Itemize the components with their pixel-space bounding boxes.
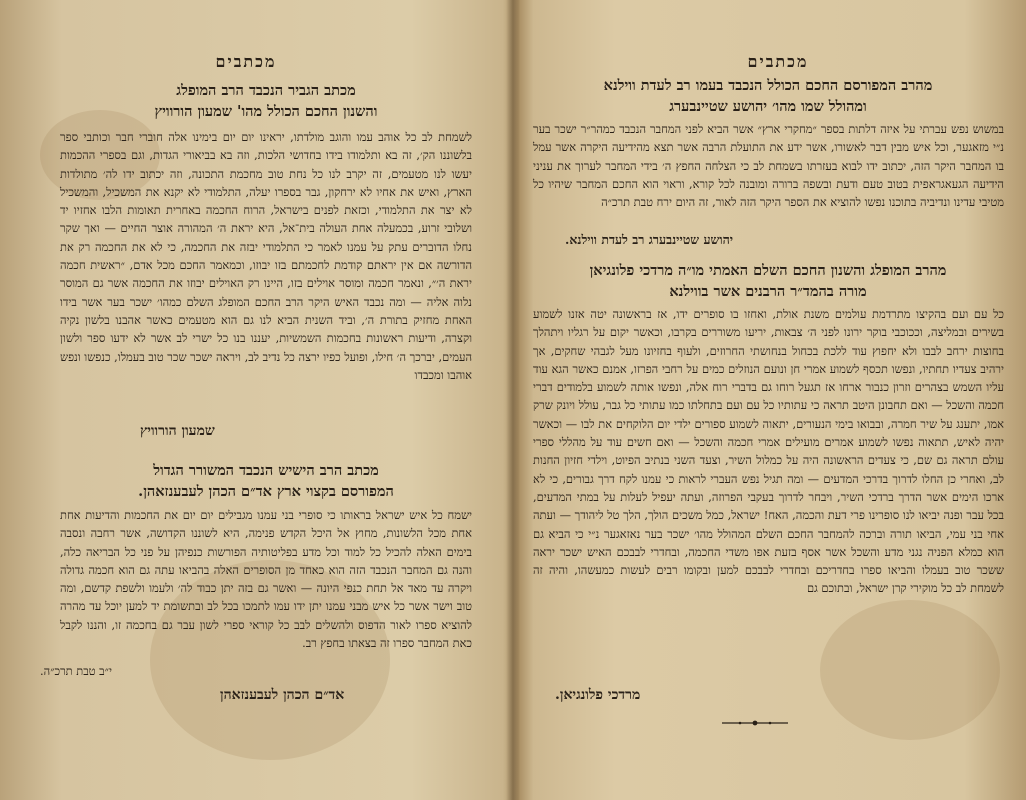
letter-title-line: מהרב המופלג והשנון החכם השלם האמתי מו״ה מרדכי פלונגיאן	[589, 262, 947, 279]
letter-title-line: והשנון החכם הכולל מהו' שמעון הורוויץ	[154, 103, 378, 120]
letter-title-line: מכתב הגביר הנכבד הרב המופלג	[176, 82, 356, 99]
letter-title-line: מכתב הרב הישיש הנכבד המשורר הגדול	[153, 462, 379, 479]
letter-signature: אד״ם הכהן לעבענזאהן	[220, 687, 345, 703]
letter-title	[530, 75, 1006, 117]
letter-title	[530, 260, 1006, 302]
letter-title-line: ומהולל שמו מהו׳ יהושע שטיינבערג	[669, 98, 867, 115]
letter-signature: יהושע שטיינבערג רב לעדת ווילנא.	[565, 232, 734, 247]
letter-body: ישמח כל איש ישראל בראותו כי סופרי בני עמנו מגבילים יום יום את החכמות והדיעות אחת אחת מכל הלשונות, מחוץ אל היכל הקדש פנימה, היא לשוננו הקדושה, אשר רחבה ונסבה בימים האלה להכיל כל למוד וכל מדע בפליטותיה הפורשות כנפיהן על פני כל הבריאה כלה, והנה גם המחבר הנכבד הזה הוא כאחד מן הסופרים האלה בהביאו עתה גם הוא חכמה גדולה ויקרה עד מאד אל תחת כנפי היונה — ואשר גם בזה יתן כבוד לה׳ ולעמו ולשפת קדשם, ומה טוב וישר אשר כל איש מבני עמנו יתן ידו עמו לתמכו בכל לב ובתשומת יד למען יוכל עד מהרה להוציא ספרו לאור הדפוס ולהשלים לבב כל קוראי ספרי לשון עבר גם בחכמה זו, והננו לקבל כאת המחבר ספרו זה בצאתו בחפץ רב.	[60, 508, 472, 651]
letter-body: כל עם ועם בהקיצו מתרדמת עולמים משנת אולת, ואחזו בו סופרים ידו, אז בראשונה יטה אזנו לשמוע בשירים ובמליצה, וככוכבי בוקר ירונו לפני ה׳ צבאות, יריעו משוררים בקרבו, וכאשר יקום על רגליו ויתהלך בחוצות ירחב לבבו ולא יחפוץ עוד ללכת בכחול בנחושתי החרוזים, ולעוף בחזיונו מעל לגבהי שחקים, אך ירהיב צעדיו תחתיו, ונפשו תכסף לשמוע אמרי חן ונועם הנוזלים כמים על רחבי הפרזו, אמנם כאשר הגא עוד עליו השמש בצהרים וזרון כנבור ארחו אז תגעל רוחו גם בדברי רוח אלה, ונפשו אותה לשמוע בלמודים דברי חכמה והשכל — ואם תחבונן היטב תראה כי עתותיו כל עם ועם בתחלתו כמו עתותי כל גבר, עולל ויונק שרק אמו, יתענג על שיר חמרה, ובבואו בימי הנעורים, יתאוה לשמוע ספורים ילדי יום הלוקחים את לבו — וכאשר יהיה לאיש, תתאוה נפשו לשמוע אמרים מועילים אמרי חכמה והשכל — ואם חשים עוד על מהללי ספרי עולם תראה גם שם, כי צעדים הראשונה היה על כמלול השיר, וצעד השני בנתיב הפיוט, וילדי חזיון החנות לב, ואחרי כן החלו לדרוך בדרכי המדעים — ומה תגיל נפש העברי לראות כי עמנו לקח דרך גבורים, כי לא ארכו הימים אשר הדרך ברדכי השיר, ויבחר לדרוך בעקבי הפרוזה, ועתה יעפיל לעלות על במתי המדעים, בכל עבר ופנה יביאו לנו סופרינו פרי דעת והכמה, האח! ישראל, כמל משכים הולך, הלך טל ליהודך — ועתה אחי בני עמי, הביאו תורה וברכה להמחבר החכם השלם המהולל מהו׳ ישכר בער נאזאגער נ״י כי הביא גם הוא כמלא הפניה נגני מדע והשכל אשר אסף בזעת אפו משדי החכמה, ובחדרי לבבכם האיש ישכר יראה ששכר טוב בעמלו והביאו ספרו בחדריכם ובחדרי לבבכם למען ובקומו רבים לעשות כמעשהו, והיה זה לשמחת לב כל מוקירי קרן ישראל, ובתוכם גם	[533, 307, 1004, 596]
letter-title-line: מורה בהמד״ר הרבנים אשר בווילנא	[669, 283, 867, 300]
letter-body: לשמחת לב כל אוהב עמו והוגב מולדתו, יראינו יום יום בימינו אלה חוברי חבר וכותבי ספר בלשוננו הק׳, זה בא ותלמודו בידו בחדושי הלכות, וזה בא בביאורי הגדות, וגם בספרי ההכמות יעשו לנו מטעמים, זה יקרב לנו כל נחת טוב מחכמת התכונה, וזה יכתוב ידו לה׳ מתולדות הארץ, ואיש את אחיו לא ירחקון, גבר בספרו יעלה, התלמודי לא יקנא את המשכיל, והמשכיל לא יצר את התלמודי, וכזאת לפנים בישראל, הרוח החכמה באחרית תאומות הלבו אחזיו יד ושלובי זרוע, בכמעלה אחת העולה בית־אל, היא יראת ה׳ המהורה אוצר החיים — ואך שקר נחלו הדוברים עתק על עמנו לאמר כי התלמודי יבזה את החכמה, כי לא את החכמה רק את הדורשה אם אין יראתם קודמת לחכמתם בזו יבוזו, וכמאמר החכם מכל אדם, ״ראשית חכמה יראת ה׳״, ונאמר חכמה ומוסר אוילים בזו, היינו רק האוילים יבוזו את החכמה אשר גם המוסר נלוה אליה — ומה נכבד האיש היקר הרב החכם המופלג השלם כמהו׳ ישכר בער אשר בידו האחת מחזיק בתורת ה׳, וביד השנית הביא לנו גם הוא מטעמים כאשר אהבנו בלשון נקיה וקצרה, ודיעות ראשונות בחכמות השמשיות, יעננו בנו כל ישרי לב אשר לא ידעו ספר ולשון העמים, יברכך ה׳ חילו, ופועל כפיו ירצה כל נדיב לב, ויראה ישכר שכר טוב בעמלו, כנפשו ונפש אוהבו ומכבדו	[60, 130, 472, 382]
letter-title-line: המפורסם בקצוי ארץ אד״ם הכהן לעבענזאהן.	[138, 483, 394, 500]
letter-title	[60, 80, 472, 122]
letter-title	[60, 460, 472, 502]
left-page	[0, 0, 512, 800]
letter-signature: מרדכי פלונגיאן.	[555, 687, 641, 703]
page-header: מכתבים	[747, 52, 809, 71]
letter-date: י״ב טבת תרכ״ה.	[40, 664, 112, 678]
letter-signature: שמעון הורוויץ	[140, 423, 215, 439]
letter-title-line: מהרב המפורסם החכם הכולל הנכבד בעמו רב לעדת ווילנא	[603, 77, 933, 94]
page-header: מכתבים	[215, 52, 277, 71]
divider-ornament	[720, 718, 790, 728]
letter-body: במשוש נפש עברתי על איזה דלתות בספר ״מחקרי ארץ״ אשר הביא לפני המחבר הנכבד כמהר״ר ישכר בער נ״י מזאגער, וכל איש מבין דבר לאשורו, אשר ידע את התועלת הרבה אשר תצא מהידיעה היקרה אשר עמל בו המחבר היקר הזה, יכתוב ידו לבוא בעזרתו בשמחת לב כי הצלחה החפץ ה׳ בידי המחבר לערוך את עניני הידיעה הגעאגראפית בטוב טעם ודעת ובשפה ברורה ומובנה לכל קורא, וראוי הוא החכם המחבר שיהיו כל מטיבי עדינו ונדיביה בתוכנו נפשו להוציא את הספר היקר הזה לאור, זה היום ירח טבת תרכ״ה	[533, 122, 1004, 210]
right-page	[515, 0, 1026, 800]
